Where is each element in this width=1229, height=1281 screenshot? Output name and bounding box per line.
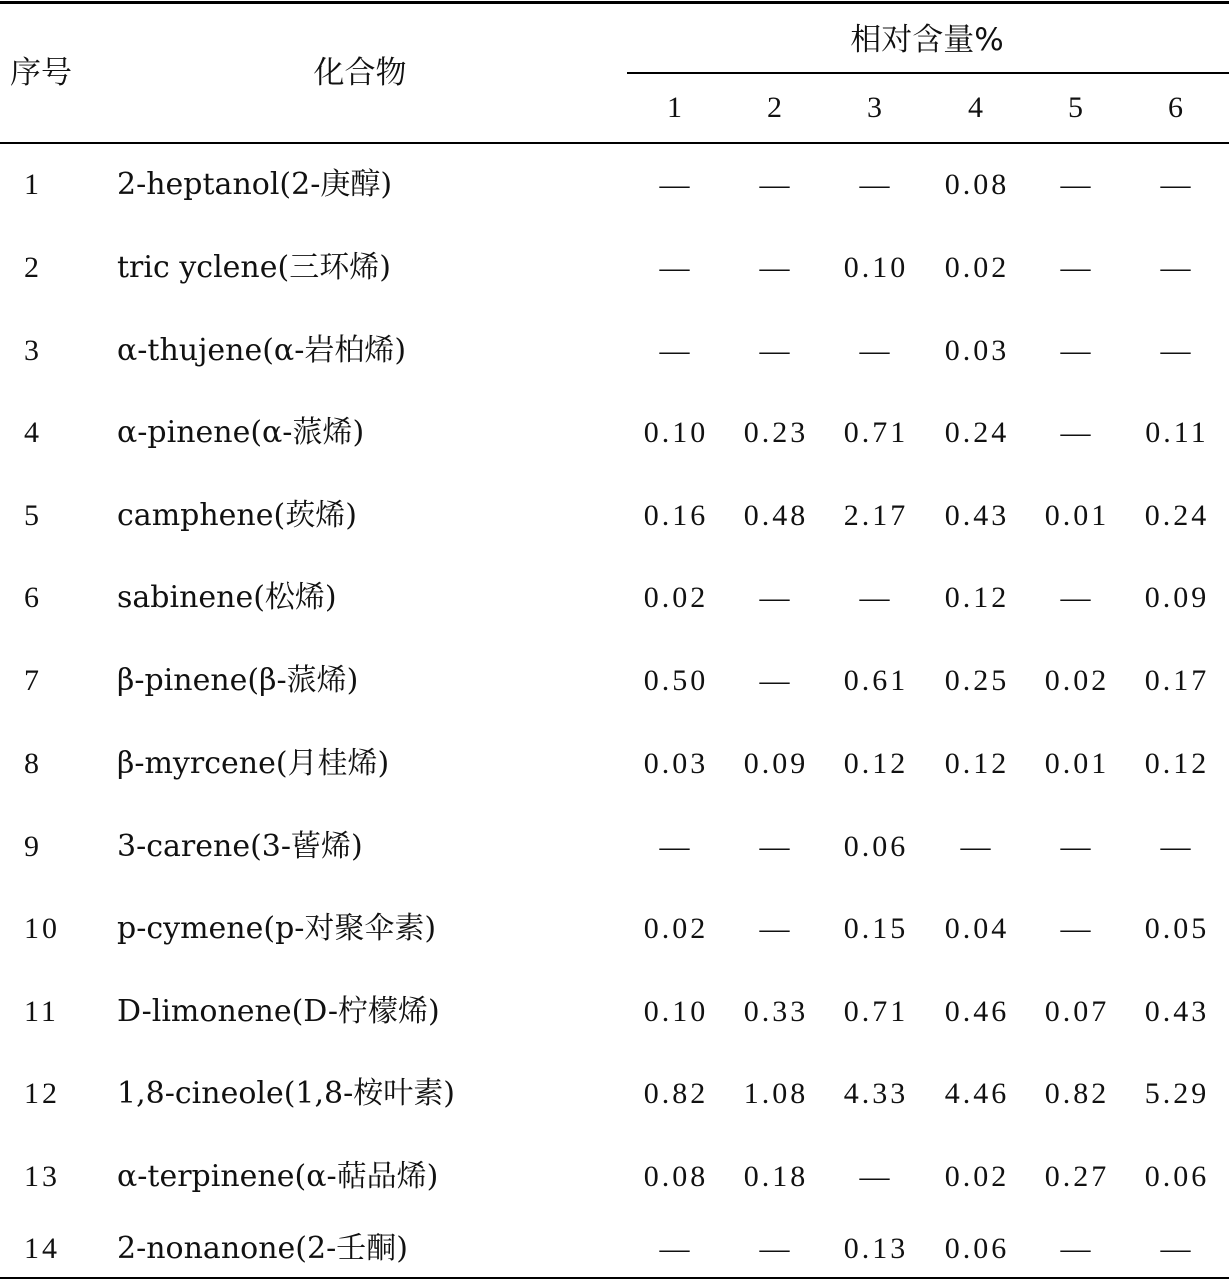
compound-name: sabinene(松烯) (117, 580, 337, 615)
value-cell: 0.71 (843, 416, 909, 449)
value-cell: — (659, 251, 693, 284)
column-header-5: 5 (1068, 91, 1086, 124)
value-cell: 0.46 (944, 995, 1010, 1028)
row-index: 3 (24, 334, 42, 367)
value-cell: — (960, 830, 994, 863)
row-index: 12 (24, 1077, 60, 1110)
compound-name: α-thujene(α-岩柏烯) (117, 333, 407, 368)
value-cell: 0.02 (1044, 664, 1110, 697)
value-cell: — (659, 334, 693, 367)
value-cell: 2.17 (843, 499, 909, 532)
compound-name: tric yclene(三环烯) (117, 250, 391, 285)
value-cell: 0.11 (1145, 416, 1209, 449)
value-cell: — (1160, 168, 1194, 201)
value-cell: 0.09 (743, 747, 809, 780)
value-cell: 0.82 (1044, 1077, 1110, 1110)
value-cell: — (1060, 1232, 1094, 1265)
value-cell: 0.18 (743, 1160, 809, 1193)
value-cell: 5.29 (1144, 1077, 1210, 1110)
top-rule (0, 1, 1229, 4)
value-cell: 0.10 (643, 995, 709, 1028)
value-cell: 0.71 (843, 995, 909, 1028)
value-cell: — (1060, 334, 1094, 367)
value-cell: 0.24 (944, 416, 1010, 449)
column-header-4: 4 (968, 91, 986, 124)
value-cell: 0.50 (643, 664, 709, 697)
value-cell: 0.12 (843, 747, 909, 780)
value-cell: — (659, 168, 693, 201)
value-cell: 0.09 (1144, 581, 1210, 614)
value-cell: 4.33 (843, 1077, 909, 1110)
value-cell: 0.27 (1044, 1160, 1110, 1193)
row-index: 9 (24, 830, 42, 863)
row-index: 5 (24, 499, 42, 532)
value-cell: — (759, 168, 793, 201)
row-index: 1 (24, 168, 42, 201)
value-cell: 0.16 (643, 499, 709, 532)
value-cell: — (759, 581, 793, 614)
value-cell: — (759, 664, 793, 697)
value-cell: 0.48 (743, 499, 809, 532)
value-cell: — (1060, 251, 1094, 284)
compound-name: β-myrcene(月桂烯) (117, 746, 390, 781)
value-cell: 0.25 (944, 664, 1010, 697)
value-cell: 0.02 (643, 581, 709, 614)
value-cell: 0.06 (843, 830, 909, 863)
value-cell: 0.12 (944, 747, 1010, 780)
value-cell: — (1060, 416, 1094, 449)
row-index: 14 (24, 1232, 60, 1265)
value-cell: — (1160, 334, 1194, 367)
value-cell: 0.82 (643, 1077, 709, 1110)
value-cell: 0.04 (944, 912, 1010, 945)
column-header-1: 1 (667, 91, 685, 124)
value-cell: 0.17 (1144, 664, 1210, 697)
header-relative-content: 相对含量% (850, 22, 1004, 58)
value-cell: 0.43 (944, 499, 1010, 532)
header-rule (0, 142, 1229, 144)
header-subrule (627, 72, 1229, 74)
value-cell: — (1060, 912, 1094, 945)
value-cell: — (859, 168, 893, 201)
row-index: 4 (24, 416, 42, 449)
value-cell: — (659, 1232, 693, 1265)
value-cell: 0.08 (643, 1160, 709, 1193)
value-cell: — (1160, 830, 1194, 863)
value-cell: 0.02 (944, 251, 1010, 284)
value-cell: 0.43 (1144, 995, 1210, 1028)
compound-name: D-limonene(D-柠檬烯) (117, 994, 440, 1029)
value-cell: — (859, 334, 893, 367)
row-index: 2 (24, 251, 42, 284)
row-index: 11 (24, 995, 59, 1028)
value-cell: — (1160, 251, 1194, 284)
value-cell: 0.05 (1144, 912, 1210, 945)
value-cell: 0.03 (643, 747, 709, 780)
value-cell: 0.23 (743, 416, 809, 449)
value-cell: 0.10 (643, 416, 709, 449)
row-index: 13 (24, 1160, 60, 1193)
value-cell: — (1060, 168, 1094, 201)
value-cell: 0.15 (843, 912, 909, 945)
value-cell: 0.06 (1144, 1160, 1210, 1193)
value-cell: — (759, 251, 793, 284)
value-cell: 0.12 (944, 581, 1010, 614)
value-cell: 4.46 (944, 1077, 1010, 1110)
row-index: 7 (24, 664, 42, 697)
value-cell: 0.02 (643, 912, 709, 945)
value-cell: 0.33 (743, 995, 809, 1028)
value-cell: 1.08 (743, 1077, 809, 1110)
compound-name: 3-carene(3-蒈烯) (117, 829, 363, 864)
value-cell: — (1160, 1232, 1194, 1265)
compound-name: 2-heptanol(2-庚醇) (117, 167, 393, 202)
value-cell: 0.08 (944, 168, 1010, 201)
value-cell: 0.01 (1044, 747, 1110, 780)
row-index: 6 (24, 581, 42, 614)
compound-name: α-terpinene(α-萜品烯) (117, 1159, 439, 1194)
value-cell: 0.61 (843, 664, 909, 697)
header-compound: 化合物 (313, 55, 407, 91)
value-cell: 0.01 (1044, 499, 1110, 532)
value-cell: — (1060, 830, 1094, 863)
value-cell: 0.12 (1144, 747, 1210, 780)
column-header-6: 6 (1168, 91, 1186, 124)
value-cell: 0.24 (1144, 499, 1210, 532)
value-cell: — (859, 581, 893, 614)
compound-name: p-cymene(p-对聚伞素) (117, 911, 437, 946)
value-cell: — (659, 830, 693, 863)
compound-name: 2-nonanone(2-壬酮) (117, 1231, 408, 1266)
value-cell: — (759, 830, 793, 863)
bottom-rule (0, 1277, 1229, 1279)
value-cell: 0.06 (944, 1232, 1010, 1265)
value-cell: 0.07 (1044, 995, 1110, 1028)
compound-name: α-pinene(α-蒎烯) (117, 415, 365, 450)
value-cell: — (759, 912, 793, 945)
compound-name: 1,8-cineole(1,8-桉叶素) (117, 1076, 455, 1111)
column-header-3: 3 (867, 91, 885, 124)
value-cell: 0.02 (944, 1160, 1010, 1193)
value-cell: — (1060, 581, 1094, 614)
row-index: 10 (24, 912, 60, 945)
compound-name: β-pinene(β-蒎烯) (117, 663, 359, 698)
value-cell: 0.10 (843, 251, 909, 284)
row-index: 8 (24, 747, 42, 780)
value-cell: — (759, 1232, 793, 1265)
column-header-2: 2 (767, 91, 785, 124)
value-cell: — (859, 1160, 893, 1193)
value-cell: — (759, 334, 793, 367)
value-cell: 0.03 (944, 334, 1010, 367)
compound-name: camphene(莰烯) (117, 498, 357, 533)
header-index: 序号 (10, 55, 72, 91)
value-cell: 0.13 (843, 1232, 909, 1265)
